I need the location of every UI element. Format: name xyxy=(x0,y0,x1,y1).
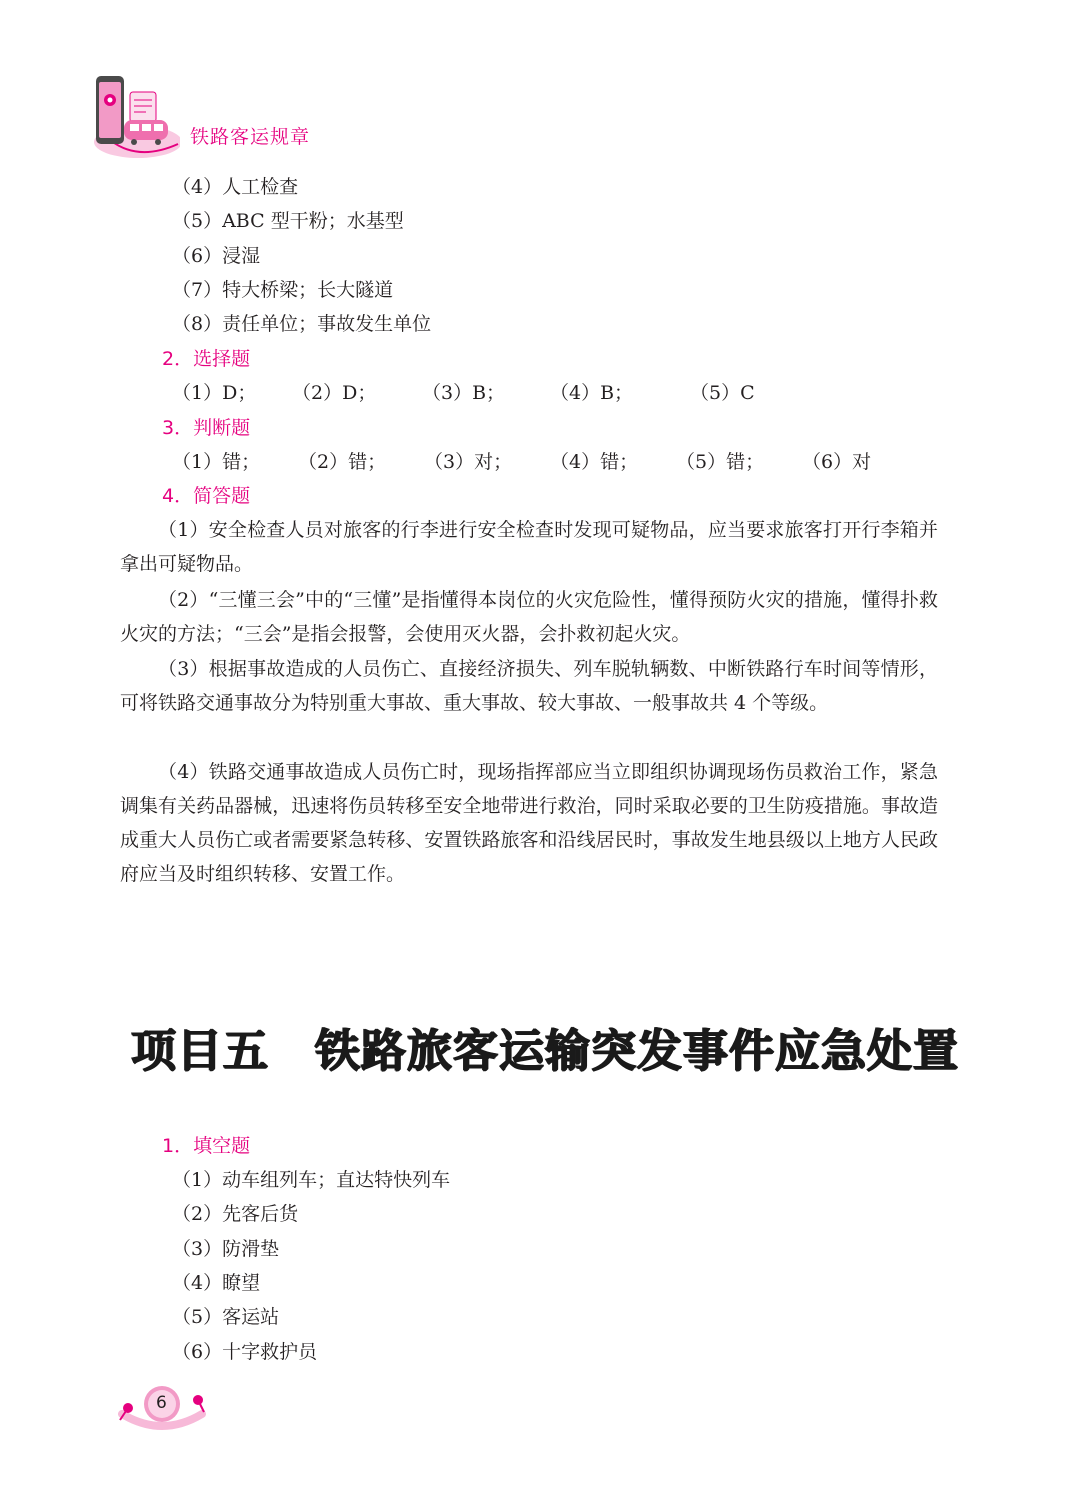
fill-in-answer-item: （5）客运站 xyxy=(172,1306,280,1328)
fill-in-answer-item: （7）特大桥梁；长大隧道 xyxy=(172,279,394,301)
header-logo-illustration xyxy=(80,70,180,166)
choice-answer: （5）C xyxy=(690,382,755,404)
fill-in-answer-item: （5）ABC 型干粉；水基型 xyxy=(172,210,404,232)
judgement-answer: （2）错； xyxy=(298,451,387,473)
judgement-answer: （5）错； xyxy=(676,451,765,473)
choice-answer: （1）D； xyxy=(172,382,257,404)
fill-in-answer-item: （3）防滑垫 xyxy=(172,1238,280,1260)
page-number: 6 xyxy=(156,1393,167,1413)
short-answer-paragraph: （2）“三懂三会”中的“三懂”是指懂得本岗位的火灾危险性，懂得预防火灾的措施，懂得扑救火灾的方法；“三会”是指会报警，会使用灭火器，会扑救初起火灾。 xyxy=(120,589,938,645)
section-heading-short-answer: 4．简答题 xyxy=(162,485,251,507)
short-answer-paragraph: （1）安全检查人员对旅客的行李进行安全检查时发现可疑物品，应当要求旅客打开行李箱并拿出可疑物品。 xyxy=(120,519,938,575)
choice-answer: （3）B； xyxy=(422,382,506,404)
section-heading-true-false: 3．判断题 xyxy=(162,417,251,439)
multiple-choice-answers-row xyxy=(172,381,932,405)
fill-in-answer-item: （6）浸湿 xyxy=(172,245,261,267)
judgement-answer: （4）错； xyxy=(550,451,639,473)
fill-in-answer-item: （2）先客后货 xyxy=(172,1203,299,1225)
judgement-answer: （6）对 xyxy=(802,451,872,473)
judgement-answer: （3）对； xyxy=(424,451,513,473)
fill-in-answer-item: （6）十字救护员 xyxy=(172,1341,318,1363)
true-false-answers-row xyxy=(172,450,932,474)
fill-in-answer-item: （4）瞭望 xyxy=(172,1272,261,1294)
judgement-answer: （1）错； xyxy=(172,451,261,473)
running-header-title: 铁路客运规章 xyxy=(190,126,311,148)
short-answer-paragraph: （3）根据事故造成的人员伤亡、直接经济损失、列车脱轨辆数、中断铁路行车时间等情形，可将铁路交通事故分为特别重大事故、重大事故、较大事故、一般事故共 4 个等级。 xyxy=(120,658,938,714)
project-chapter-title: 项目五 铁路旅客运输突发事件应急处置 xyxy=(131,1024,960,1077)
choice-answer: （4）B； xyxy=(550,382,634,404)
choice-answer: （2）D； xyxy=(292,382,377,404)
fill-in-answer-item: （8）责任单位；事故发生单位 xyxy=(172,313,432,335)
fill-in-answer-item: （1）动车组列车；直达特快列车 xyxy=(172,1169,451,1191)
fill-in-answer-item: （4）人工检查 xyxy=(172,176,299,198)
section-heading-fill-in: 1．填空题 xyxy=(162,1135,251,1157)
section-heading-multiple-choice: 2．选择题 xyxy=(162,348,251,370)
short-answer-paragraph: （4）铁路交通事故造成人员伤亡时，现场指挥部应当立即组织协调现场伤员救治工作，紧急调集有关药品器械，迅速将伤员转移至安全地带进行救治，同时采取必要的卫生防疫措施。事故造成重大人员伤亡或者需要紧急转移、安置铁路旅客和沿线居民时，事故发生地县级以上地方人民政府应当及时组织转移、安置工作。 xyxy=(120,761,938,885)
